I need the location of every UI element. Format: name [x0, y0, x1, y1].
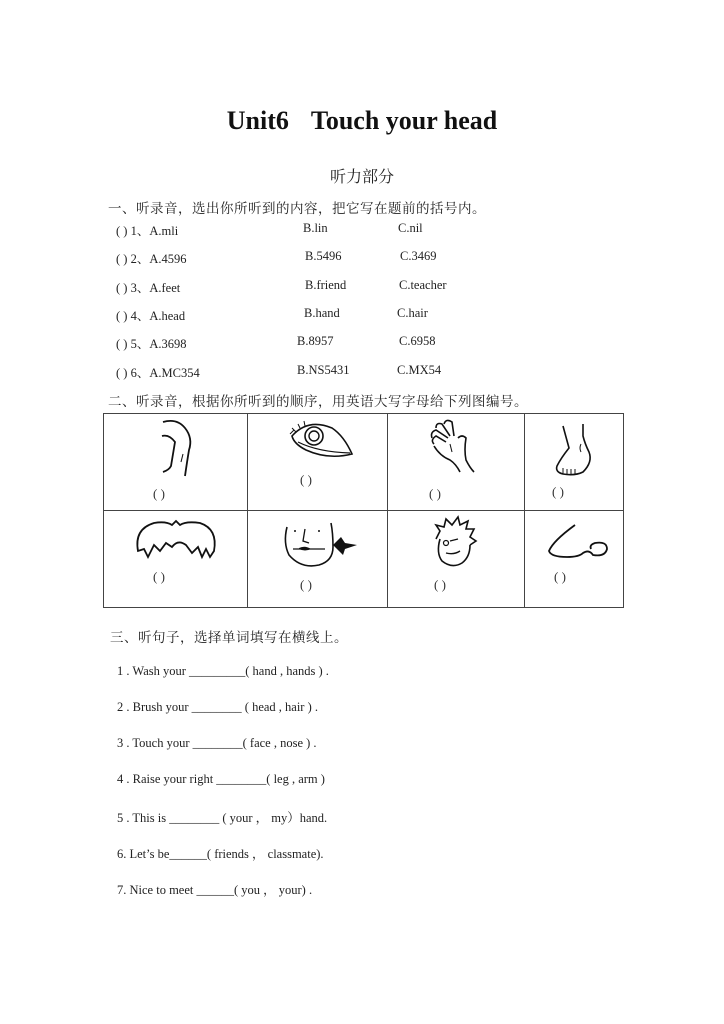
option-a: A.MC354 — [149, 366, 200, 380]
picture-cell-nose — [525, 511, 624, 608]
answer-blank[interactable]: ( ) — [153, 569, 165, 584]
picture-cell-foot — [525, 414, 624, 511]
page-title — [0, 106, 724, 136]
picture-cell-arm — [104, 414, 248, 511]
fill-sentence-5[interactable]: 5 . This is ________ ( your ， my）hand. — [117, 811, 328, 825]
answer-blank[interactable]: ( ) — [116, 337, 128, 351]
item-number: 2、 — [130, 252, 150, 266]
hand-icon — [428, 420, 478, 478]
list-item — [116, 306, 185, 324]
option-c: C.3469 — [400, 249, 437, 263]
option-b: B.lin — [303, 221, 328, 235]
fill-sentence-2[interactable]: 2 . Brush your ________ ( head , hair ) . — [117, 700, 319, 714]
option-a: A.4596 — [149, 252, 187, 266]
fill-sentence-7[interactable]: 7. Nice to meet ______( you ， your) . — [117, 883, 313, 897]
picture-cell-head — [388, 511, 525, 608]
list-item — [116, 334, 187, 352]
answer-blank[interactable]: ( ) — [434, 577, 446, 592]
list-item — [116, 363, 200, 381]
option-c: C.6958 — [399, 334, 436, 348]
answer-blank[interactable]: ( ) — [552, 484, 564, 499]
section3-heading: 三、听句子，选择单词填写在横线上。 — [110, 630, 348, 645]
item-number: 6、 — [130, 366, 150, 380]
section2-heading: 二、听录音，根据你所听到的顺序，用英语大写字母给下列图编号。 — [108, 394, 528, 409]
list-item — [116, 249, 187, 267]
answer-blank[interactable]: ( ) — [116, 309, 128, 323]
option-c: C.MX54 — [397, 363, 442, 377]
option-c: C.nil — [398, 221, 423, 235]
picture-cell-hair — [104, 511, 248, 608]
option-a: A.feet — [149, 281, 181, 295]
answer-blank[interactable]: ( ) — [116, 252, 128, 266]
picture-cell-hand — [388, 414, 525, 511]
nose-icon — [545, 523, 611, 559]
fill-sentence-3[interactable]: 3 . Touch your ________( face , nose ) . — [117, 736, 317, 750]
option-b: B.NS5431 — [297, 363, 350, 377]
option-b: B.friend — [305, 278, 347, 292]
option-b: B.8957 — [297, 334, 334, 348]
foot-icon — [553, 422, 597, 478]
option-a: A.mli — [149, 224, 179, 238]
head-icon — [432, 517, 478, 571]
section-subtitle: 听力部分 — [329, 169, 394, 186]
hair-icon — [134, 517, 218, 561]
picture-cell-eye — [248, 414, 388, 511]
option-b: B.5496 — [305, 249, 342, 263]
fill-sentence-4[interactable]: 4 . Raise your right ________( leg , arm ) — [117, 772, 325, 786]
option-b: B.hand — [304, 306, 340, 320]
item-number: 3、 — [130, 281, 150, 295]
picture-grid — [103, 413, 624, 608]
option-a: A.3698 — [149, 337, 187, 351]
arm-icon — [159, 420, 199, 480]
option-c: C.teacher — [399, 278, 447, 292]
answer-blank[interactable]: ( ) — [116, 366, 128, 380]
unit-label: Unit6 — [226, 106, 289, 135]
answer-blank[interactable]: ( ) — [300, 472, 312, 487]
answer-blank[interactable]: ( ) — [300, 577, 312, 592]
item-number: 1、 — [130, 224, 150, 238]
fill-sentence-1[interactable]: 1 . Wash your _________( hand , hands ) . — [117, 664, 329, 678]
answer-blank[interactable]: ( ) — [429, 486, 441, 501]
answer-blank[interactable]: ( ) — [554, 569, 566, 584]
list-item — [116, 221, 178, 239]
option-a: A.head — [149, 309, 186, 323]
fill-sentence-6[interactable]: 6. Let’s be______( friends ， classmate). — [117, 847, 324, 861]
answer-blank[interactable]: ( ) — [116, 281, 128, 295]
eye-icon — [288, 420, 358, 460]
answer-blank[interactable]: ( ) — [116, 224, 128, 238]
section1-heading: 一、听录音，选出你所听到的内容，把它写在题前的括号内。 — [108, 201, 486, 216]
unit-name: Touch your head — [310, 106, 498, 135]
item-number: 4、 — [130, 309, 150, 323]
face-icon — [283, 521, 363, 571]
picture-cell-face — [248, 511, 388, 608]
item-number: 5、 — [130, 337, 150, 351]
answer-blank[interactable]: ( ) — [153, 486, 165, 501]
option-c: C.hair — [397, 306, 428, 320]
list-item — [116, 278, 180, 296]
